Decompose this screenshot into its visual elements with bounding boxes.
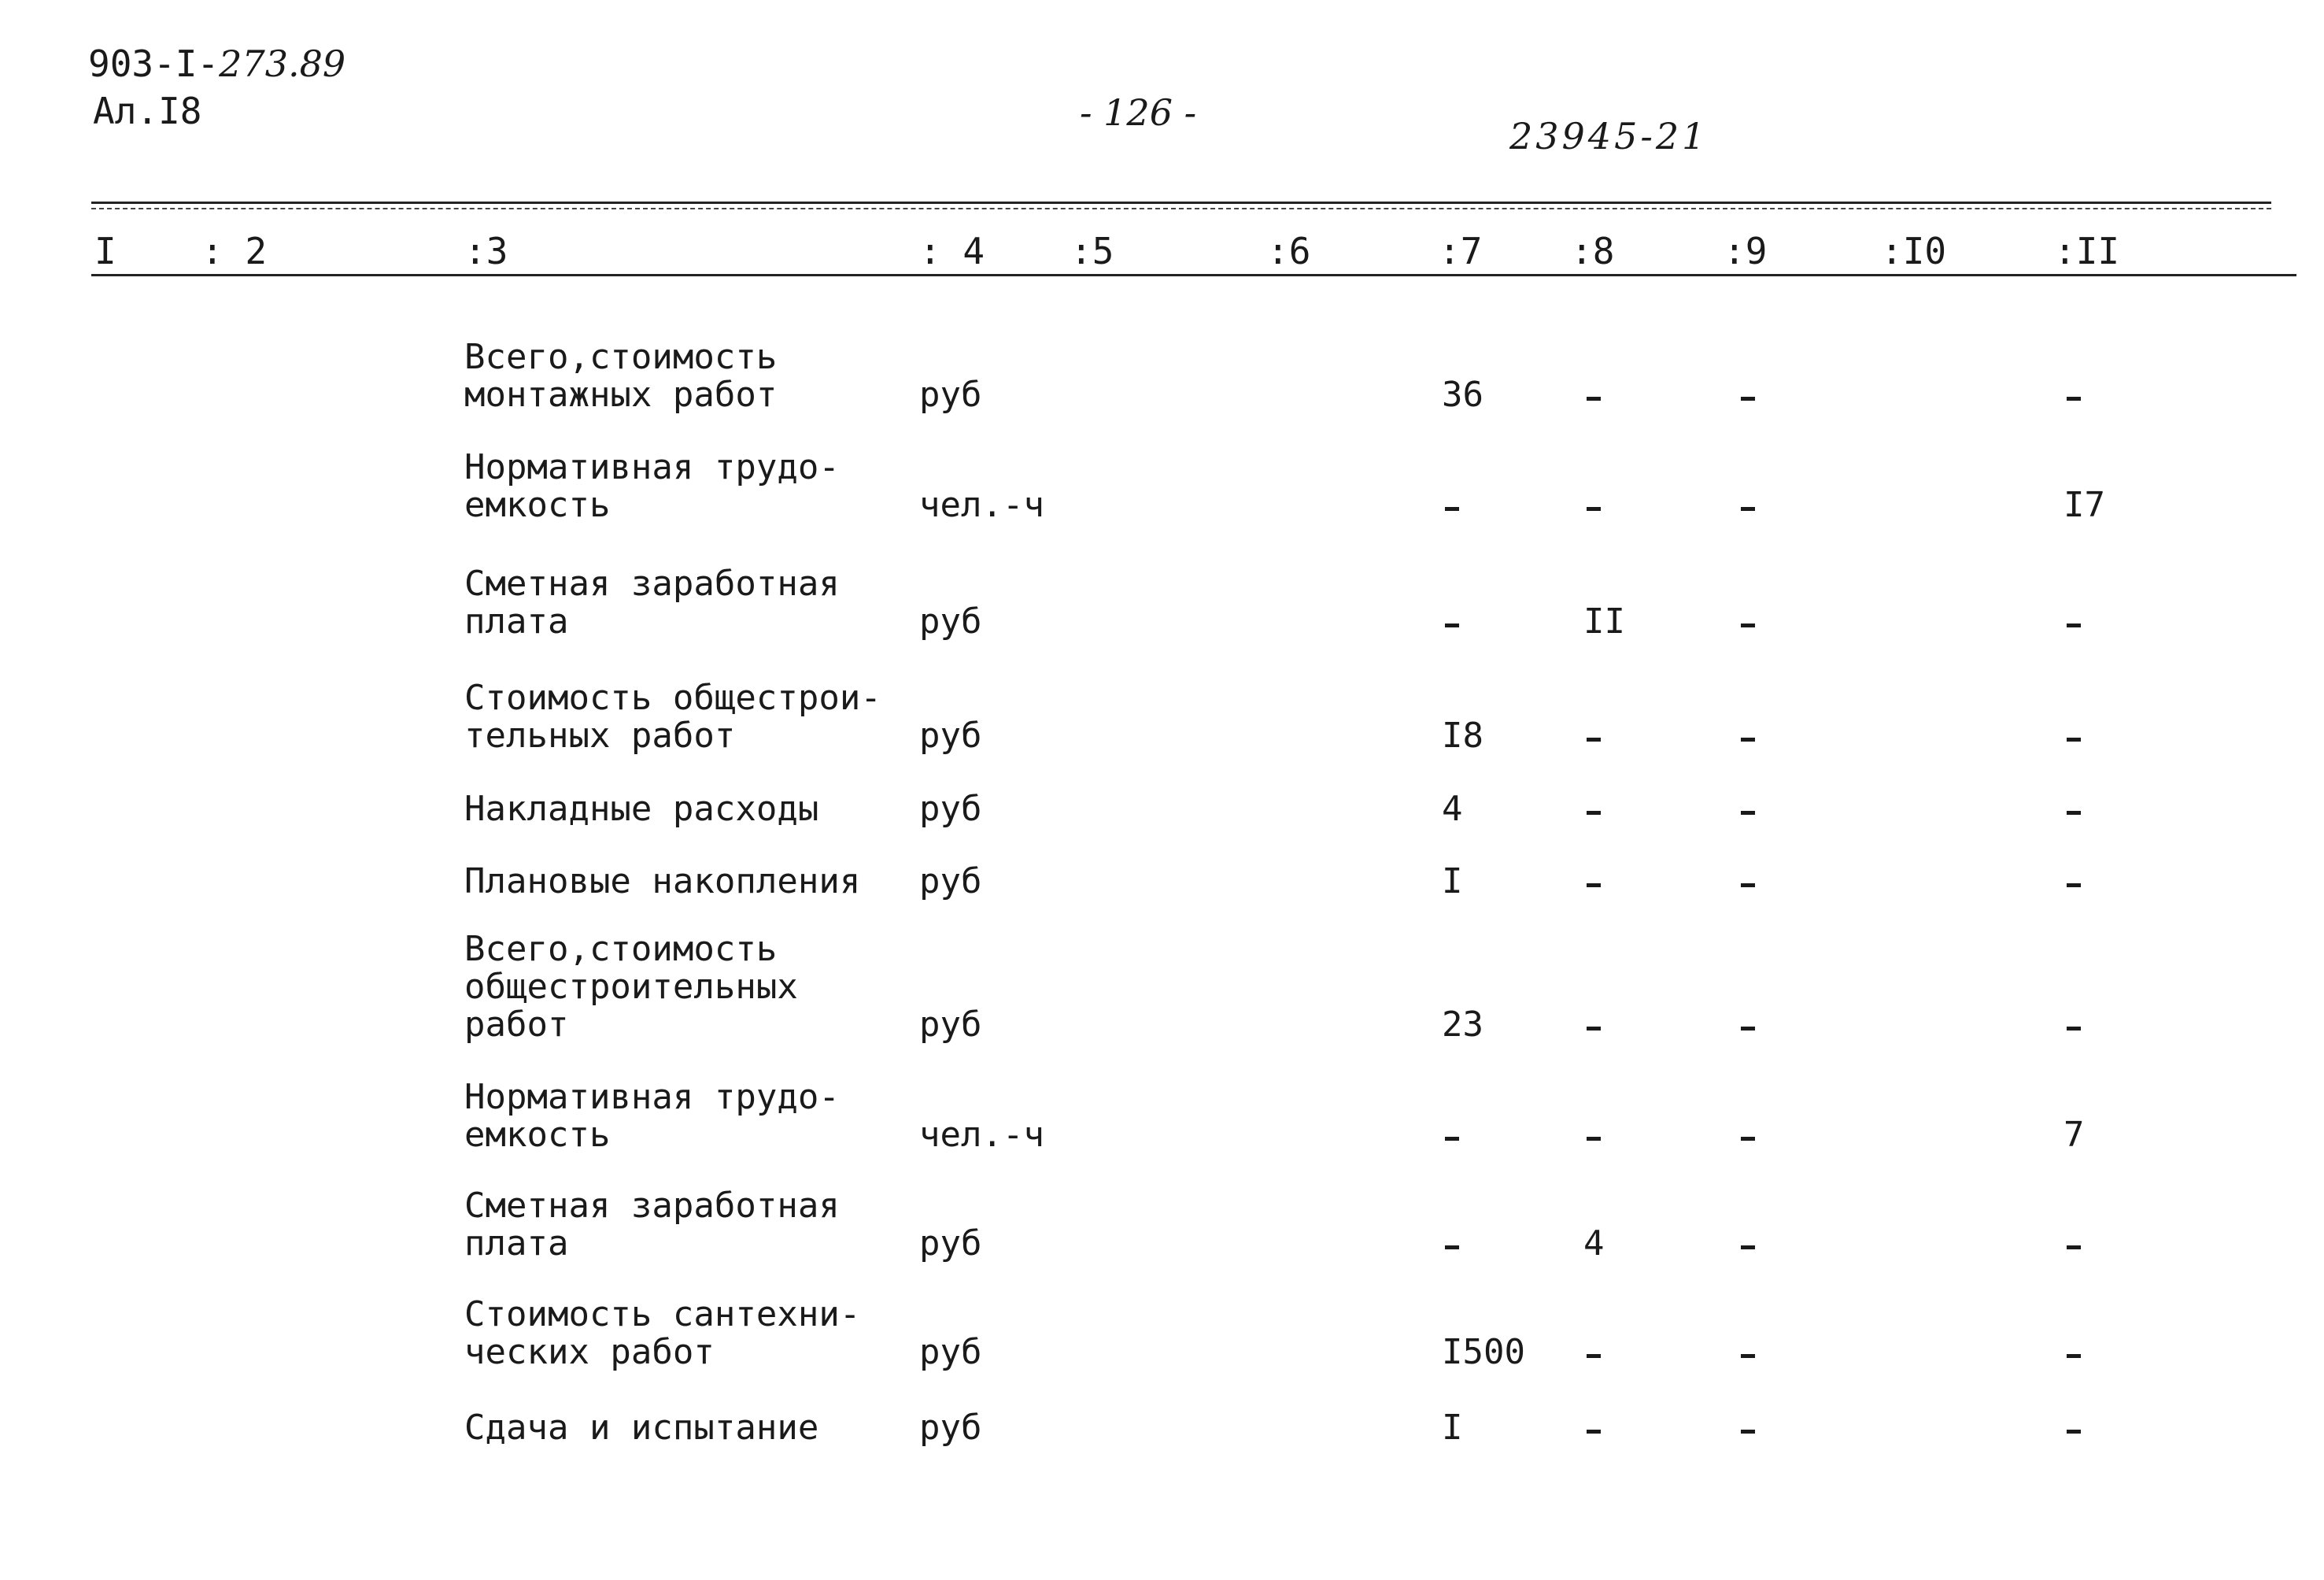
row-col-9 [1741, 397, 1755, 401]
row-col-9 [1741, 883, 1755, 887]
row-col-8 [1587, 397, 1601, 401]
column-header-11: :II [2054, 230, 2120, 272]
row-description-line: плата [464, 1223, 569, 1264]
row-unit: руб [919, 861, 982, 901]
document-code-prefix: 903-I- [88, 43, 220, 85]
row-col-7 [1445, 1245, 1459, 1249]
row-description-line: Сметная заработная [464, 1186, 840, 1226]
row-description-line: Накладные расходы [464, 789, 819, 829]
row-unit: руб [919, 716, 982, 756]
row-description-line: Сметная заработная [464, 564, 840, 604]
row-col-7 [1445, 507, 1459, 511]
row-col-9 [1741, 1245, 1755, 1249]
row-col-8 [1587, 1027, 1601, 1031]
row-col-11 [2067, 1027, 2081, 1031]
row-col-7: 23 [1442, 1005, 1483, 1045]
row-col-9 [1741, 1354, 1755, 1358]
row-col-9 [1741, 1027, 1755, 1031]
column-header-9: :9 [1724, 230, 1768, 272]
row-unit: чел.-ч [919, 1115, 1044, 1155]
column-header-1: I [94, 230, 116, 272]
row-col-11 [2067, 811, 2081, 815]
row-unit: чел.-ч [919, 485, 1044, 525]
page-number: - 126 - [1080, 91, 1197, 134]
column-header-underline [91, 274, 2296, 276]
row-col-11 [2067, 738, 2081, 742]
row-col-7: I [1442, 1408, 1463, 1448]
row-col-11 [2067, 623, 2081, 627]
row-col-7: I500 [1442, 1332, 1525, 1372]
sheet-label: Ал.I8 [93, 90, 202, 132]
row-unit: руб [919, 1408, 982, 1448]
row-description-line: емкость [464, 1115, 611, 1155]
row-unit: руб [919, 601, 982, 642]
column-header-8: :8 [1571, 230, 1615, 272]
row-col-8 [1587, 507, 1601, 511]
column-header-2: : 2 [201, 230, 268, 272]
row-description-line: Стоимость сантехни- [464, 1294, 861, 1334]
stamp-number: 23945-21 [1509, 115, 1709, 157]
column-header-4: : 4 [919, 230, 985, 272]
row-col-8 [1587, 1430, 1601, 1434]
column-header-7: :7 [1439, 230, 1483, 272]
row-unit: руб [919, 375, 982, 415]
row-col-7: 4 [1442, 789, 1463, 829]
column-header-5: :5 [1070, 230, 1114, 272]
row-col-11: 7 [2064, 1115, 2085, 1155]
row-col-11 [2067, 883, 2081, 887]
row-col-9 [1741, 1137, 1755, 1141]
row-description-line: Нормативная трудо- [464, 447, 840, 487]
row-description-line: Всего,стоимость [464, 337, 778, 377]
row-description-line: Нормативная трудо- [464, 1077, 840, 1117]
row-col-11 [2067, 1430, 2081, 1434]
document-code-handwritten: 273.89 [219, 43, 346, 85]
row-col-9 [1741, 738, 1755, 742]
row-col-11 [2067, 1354, 2081, 1358]
row-description-line: Плановые накопления [464, 861, 861, 901]
row-col-9 [1741, 623, 1755, 627]
row-description-line: Сдача и испытание [464, 1408, 819, 1448]
row-description-line: тельных работ [464, 716, 736, 756]
row-unit: руб [919, 1005, 982, 1045]
row-description-line: работ [464, 1005, 569, 1045]
row-unit: руб [919, 1223, 982, 1264]
document-code [88, 43, 346, 85]
row-col-11 [2067, 397, 2081, 401]
row-description-line: емкость [464, 485, 611, 525]
row-col-7: 36 [1442, 375, 1483, 415]
column-header-6: :6 [1267, 230, 1311, 272]
row-col-11 [2067, 1245, 2081, 1249]
row-col-8 [1587, 883, 1601, 887]
row-col-9 [1741, 1430, 1755, 1434]
column-header-10: :I0 [1881, 230, 1947, 272]
row-description-line: Стоимость общестрои- [464, 678, 881, 718]
row-description-line: ческих работ [464, 1332, 715, 1372]
row-description-line: монтажных работ [464, 375, 778, 415]
row-col-11: I7 [2064, 485, 2105, 525]
row-col-8 [1587, 738, 1601, 742]
row-col-8: 4 [1583, 1223, 1605, 1264]
row-col-8: II [1583, 601, 1625, 642]
row-description-line: Всего,стоимость [464, 929, 778, 969]
row-col-8 [1587, 1354, 1601, 1358]
row-description-line: плата [464, 601, 569, 642]
row-unit: руб [919, 1332, 982, 1372]
row-unit: руб [919, 789, 982, 829]
row-col-7: I [1442, 861, 1463, 901]
row-col-7 [1445, 623, 1459, 627]
row-col-8 [1587, 811, 1601, 815]
header-rule-top-dashed [91, 208, 2271, 209]
header-rule-top [91, 202, 2271, 204]
row-col-7 [1445, 1137, 1459, 1141]
row-col-7: I8 [1442, 716, 1483, 756]
row-col-9 [1741, 507, 1755, 511]
row-col-9 [1741, 811, 1755, 815]
row-description-line: общестроительных [464, 967, 798, 1007]
column-header-3: :3 [464, 230, 508, 272]
row-col-8 [1587, 1137, 1601, 1141]
